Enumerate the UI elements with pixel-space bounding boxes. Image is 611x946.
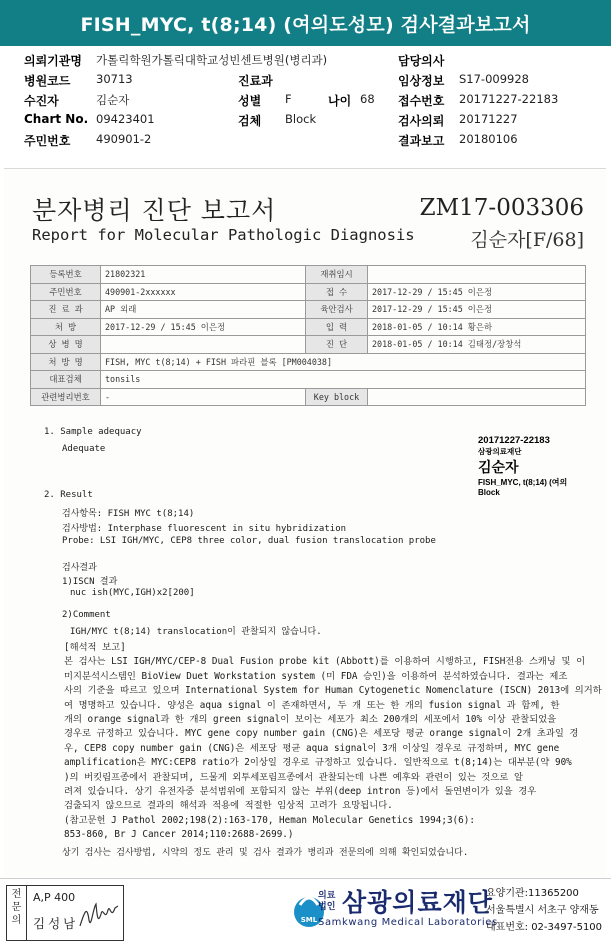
institution-code: 요양기관:11365200 [486, 888, 579, 899]
receipt-no-value: 20171227-22183 [459, 92, 559, 106]
interp-line: 미지분석시스템인 BioView Duet Workstation system (미 FDA 승인)을 이용하여 분석하였습니다. 결과는 제조 [64, 670, 568, 682]
interp-line: 본 검사는 LSI IGH/MYC/CEP-8 Dual Fusion probe kit (Abbott)를 이용하여 시행하고, FISH전용 스캐닝 및 이 [64, 656, 586, 668]
specimen-label: 검체 [238, 114, 262, 128]
rerequest-value [368, 266, 586, 284]
report-title-bar [0, 0, 611, 46]
scan-title-ko: 분자병리 진단 보고서 [32, 196, 277, 225]
sample-adequacy-title: 1. Sample adequacy [44, 427, 142, 437]
sample-adequacy-value: Adequate [62, 444, 106, 454]
brand-prefix [318, 891, 335, 913]
dept-label: 진료과 [238, 74, 273, 88]
gross-value: 2017-12-29 / 15:45 이은정 [368, 301, 586, 319]
signature-box [6, 885, 124, 941]
dept-cell-label: 진 료 과 [31, 301, 101, 319]
sex-value: F [285, 92, 292, 106]
interp-line: 사의 기준을 따르고 있으며 International System for Human Cytogenetic Nomenclature (ISCN) 2013에 의거하 [64, 685, 602, 697]
closing-statement: 상기 검사는 검사방법, 시약의 정도 관리 및 검사 결과가 병리과 전문의에 의해 확인되었습니다. [62, 848, 469, 858]
pathologist-name: 김성남 [33, 916, 79, 931]
interp-line: 경우로 규정하고 있습니다. MYC gene copy number gain (CNG)은 세포당 평균 orange signal이 2개 초과일 경 [64, 728, 579, 740]
jumin-label: 주민번호 [31, 283, 101, 301]
input-label: 입 력 [306, 318, 368, 336]
report-date-value: 20180106 [459, 132, 518, 146]
dx-value: 2018-01-05 / 10:14 김태정/장창석 [368, 336, 586, 354]
input-value: 2018-01-05 / 10:14 황은하 [368, 318, 586, 336]
address: 서울특별시 서초구 양재동 [486, 905, 599, 916]
interp-line: (참고문헌 J Pathol 2002;198(2):163-170, Heman Molecular Genetics 1994;3(6): [64, 814, 475, 826]
gross-label: 육안검사 [306, 301, 368, 319]
request-date-value: 20171227 [459, 112, 518, 126]
patient-tag: 김순자[F/68] [470, 229, 584, 251]
brand-prefix-2: 법인 [318, 902, 336, 912]
receipt-label: 접 수 [306, 283, 368, 301]
sticker-test: FISH_MYC, t(8;14) (여의 [478, 478, 568, 487]
brand-subtitle: Samkwang Medical Laboratories [318, 917, 498, 928]
chart-value: 09423401 [96, 112, 155, 126]
institution-value: 가톨릭학원가톨릭대학교성빈센트병원(병리과) [96, 53, 328, 67]
iscn-value: nuc ish(MYC,IGH)x2[200] [70, 588, 195, 598]
ward-value [101, 336, 306, 354]
result-title: 2. Result [44, 490, 93, 500]
id-label: 주민번호 [24, 134, 71, 148]
report-date-label: 결과보고 [398, 134, 445, 148]
order-value: 2017-12-29 / 15:45 이은정 [101, 318, 306, 336]
dx-label: 진 단 [306, 336, 368, 354]
interp-line: 853-860, Br J Cancer 2014;110:2688-2699.) [64, 829, 294, 841]
rep-specimen-value: tonsils [101, 371, 586, 389]
comment-head: 2)Comment [62, 610, 111, 620]
interp-line: 개의 orange signal과 한 개의 green signal이 보이는 세포가 최소 200개의 세포에서 10% 이상 관찰되었을 [64, 714, 557, 726]
related-no-label: 관련병리번호 [31, 388, 101, 406]
key-block-value [368, 388, 586, 406]
result-head: 검사결과 [62, 563, 97, 573]
footer [0, 878, 611, 946]
sticker-specimen: Block [478, 488, 500, 497]
reg-no-label: 등록번호 [31, 266, 101, 284]
comment-value: IGH/MYC t(8;14) translocation이 관찰되지 않습니다. [70, 627, 322, 637]
related-no-value: - [101, 388, 306, 406]
receipt-no-label: 접수번호 [398, 94, 445, 108]
specimen-sticker [478, 435, 608, 497]
interp-line: )의 버킷림프종에서 관찰되며, 드물게 외투세포림프종에서 관찰되는데 나쁜 예후와 관련이 있는 것으로 알 [64, 771, 523, 783]
probe-line: Probe: LSI IGH/MYC, CEP8 three color, dual fusion translocation probe [62, 536, 436, 546]
specialist-vertical-label: 전문의 [7, 886, 27, 940]
clinical-info-label: 임상정보 [398, 74, 445, 88]
report-title: FISH_MYC, t(8;14) (여의도성모) 검사결과보고서 [80, 13, 531, 36]
registration-table [30, 265, 586, 406]
interpretive-report [64, 641, 602, 843]
sex-label: 성별 [238, 94, 262, 108]
signature-icon [77, 900, 121, 934]
patient-value: 김순자 [96, 93, 130, 107]
hospital-code-label: 병원코드 [24, 74, 71, 88]
scanned-report [4, 168, 606, 876]
hospital-code-value: 30713 [96, 72, 133, 86]
dept-cell-value: AP 외래 [101, 301, 306, 319]
chart-label: Chart No. [24, 112, 89, 126]
attending-label: 담당의사 [398, 54, 445, 68]
interp-line: 우, CEP8 copy number gain (CNG)은 세포당 평균 aqua signal이 3개 이상일 경우로 규정하며, MYC gene [64, 742, 560, 754]
jumin-value: 490901-2xxxxxx [101, 283, 306, 301]
age-value: 68 [360, 92, 375, 106]
request-date-label: 검사의뢰 [398, 114, 445, 128]
order-name-label: 처 방 명 [31, 353, 101, 371]
interp-line: 여 명명하고 있습니다. 양성은 aqua signal 이 존재하면서, 두 개 또는 한 개의 fusion signal 과 함께, 한 [64, 699, 560, 711]
sticker-patient: 김순자 [478, 459, 519, 475]
clinical-info-value: S17-009928 [459, 72, 529, 86]
key-block-label: Key block [306, 388, 368, 406]
reg-no-value: 21802321 [101, 266, 306, 284]
specimen-value: Block [285, 112, 317, 126]
receipt-value: 2017-12-29 / 15:45 이은정 [368, 283, 586, 301]
interp-line: [해석적 보고] [64, 642, 126, 653]
age-label: 나이 [328, 94, 352, 108]
brand-prefix-1: 의료 [318, 891, 336, 901]
institution-label: 의뢰기관명 [24, 54, 82, 68]
patient-label: 수진자 [24, 94, 59, 108]
scan-title-en: Report for Molecular Pathologic Diagnosis [32, 226, 415, 244]
brand-name: 삼광의료재단 [342, 888, 493, 917]
iscn-head: 1)ISCN 결과 [62, 577, 118, 587]
sticker-brand: 삼광의료재단 [478, 447, 522, 456]
test-method-line: 검사방법: Interphase fluorescent in situ hybridization [62, 524, 347, 534]
ward-label: 상 병 명 [31, 336, 101, 354]
interp-line: 려져 있습니다. 상기 유전자중 분석범위에 포함되지 않는 부위(deep intron 등)에서 돌연변이가 있을 경우 [64, 786, 537, 798]
report-number: ZM17-003306 [419, 195, 584, 221]
test-item-line: 검사항목: FISH MYC t(8;14) [62, 509, 195, 519]
ap-label: A,P 400 [33, 891, 76, 904]
order-label: 처 방 [31, 318, 101, 336]
logo-text: SML [300, 916, 318, 924]
sticker-receipt-no: 20171227-22183 [478, 435, 550, 446]
contact-info [486, 885, 602, 936]
rerequest-label: 재취임시 [306, 266, 368, 284]
id-value: 490901-2 [96, 132, 152, 146]
phone: 대표번호: 02-3497-5100 [486, 922, 603, 933]
order-name-value: FISH, MYC t(8;14) + FISH 파라핀 블록 [PM004038] [101, 353, 586, 371]
header-info [0, 52, 611, 152]
interp-line: amplification은 MYC:CEP8 ratio가 2이상일 경우로 규정하고 있습니다. 일반적으로 t(8;14)는 대부분(약 90% [64, 757, 572, 769]
rep-specimen-label: 대표검체 [31, 371, 101, 389]
interp-line: 검출되지 않으므로 결과의 해석과 적용에 적절한 임상적 고려가 요망됩니다. [64, 800, 393, 812]
